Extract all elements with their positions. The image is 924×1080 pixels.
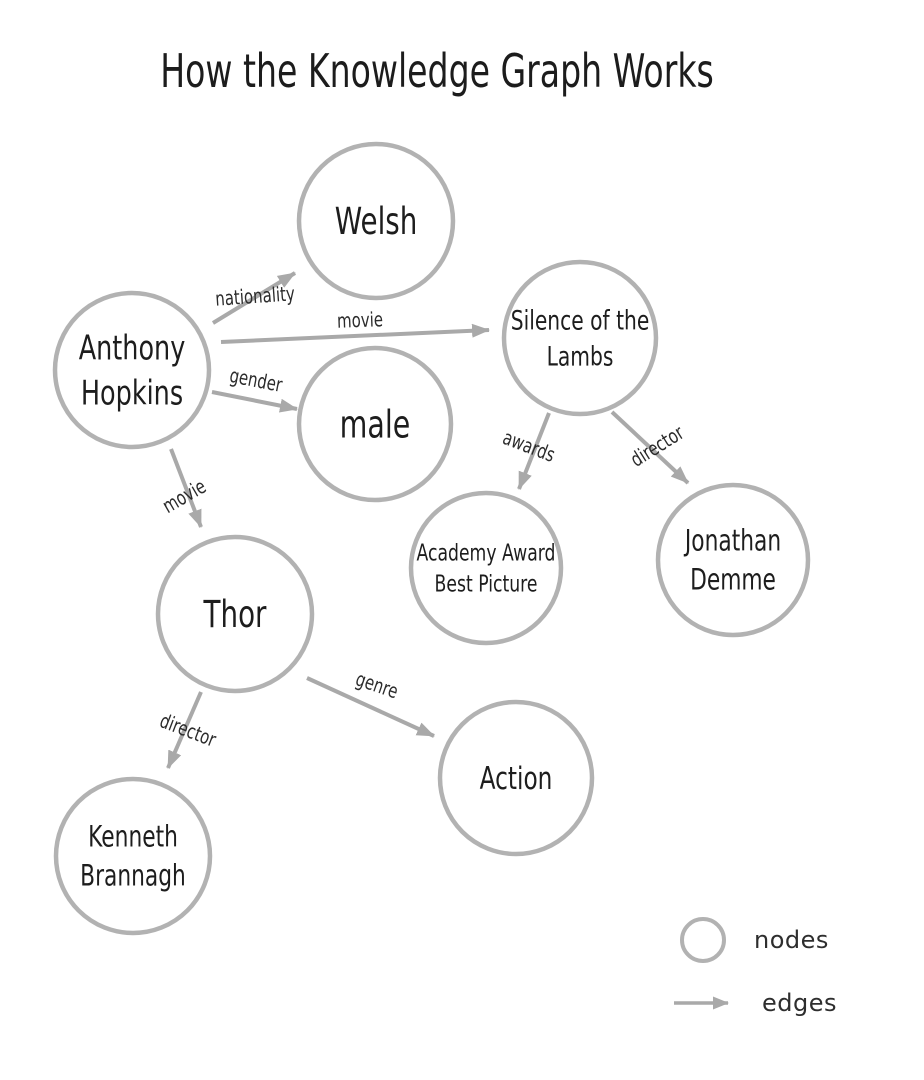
node-jonathan-demme-label-line2: Demme <box>690 563 776 598</box>
node-anthony-hopkins-label-line1: Anthony <box>78 328 186 369</box>
edge-label-genre-thor: genre <box>352 668 401 705</box>
node-silence-of-the-lambs-label-line2: Lambs <box>546 340 614 373</box>
edge-label-gender-anthony-hopkins: gender <box>227 365 284 398</box>
node-silence-of-the-lambs-circle <box>504 262 656 414</box>
edge-label-director-silence-of-the-lambs: director <box>627 422 689 473</box>
node-welsh <box>299 144 453 298</box>
legend <box>656 905 896 1035</box>
node-silence-of-the-lambs-label-line1: Silence of the <box>510 304 650 337</box>
edge-legend-icon <box>672 994 734 1012</box>
node-welsh-label-line1: Welsh <box>334 200 418 244</box>
node-jonathan-demme-circle <box>658 485 808 635</box>
edge-label-director-thor: director <box>156 710 219 753</box>
node-academy-award-best-picture-label-line1: Academy Award <box>416 539 556 567</box>
node-male-label-line1: male <box>339 402 411 447</box>
legend-node-label: nodes <box>754 926 829 954</box>
node-anthony-hopkins-label-line2: Hopkins <box>80 373 184 414</box>
edge-label-awards-silence-of-the-lambs: awards <box>499 427 558 468</box>
nodes-layer <box>55 144 808 933</box>
node-academy-award-best-picture-circle <box>411 493 561 643</box>
node-kenneth-brannagh-circle <box>56 779 210 933</box>
legend-edge-label: edges <box>762 989 838 1017</box>
node-academy-award-best-picture-label-line2: Best Picture <box>434 570 538 598</box>
node-thor-label-line1: Thor <box>203 593 267 637</box>
legend-node-row <box>656 905 829 975</box>
node-action <box>440 702 592 854</box>
legend-edge-row <box>656 983 837 1023</box>
node-silence-of-the-lambs <box>504 262 656 414</box>
node-kenneth-brannagh-label-line2: Brannagh <box>80 859 186 894</box>
node-thor <box>158 537 312 691</box>
edge-label-movie-anthony-hopkins: movie <box>336 309 384 334</box>
node-academy-award-best-picture <box>411 493 561 643</box>
edge-label-nationality-anthony-hopkins: nationality <box>214 283 296 312</box>
node-male <box>299 348 451 500</box>
node-legend-icon <box>680 917 726 963</box>
edge-label-movie-anthony-hopkins: movie <box>159 475 211 519</box>
node-anthony-hopkins <box>55 293 209 447</box>
edge-anthony-hopkins-to-male <box>212 392 297 409</box>
node-kenneth-brannagh <box>56 779 210 933</box>
page-title: How the Knowledge Graph Works <box>160 44 714 98</box>
node-jonathan-demme <box>658 485 808 635</box>
node-kenneth-brannagh-label-line1: Kenneth <box>88 820 178 855</box>
node-anthony-hopkins-circle <box>55 293 209 447</box>
node-jonathan-demme-label-line1: Jonathan <box>684 524 782 559</box>
node-action-label-line1: Action <box>479 761 553 797</box>
